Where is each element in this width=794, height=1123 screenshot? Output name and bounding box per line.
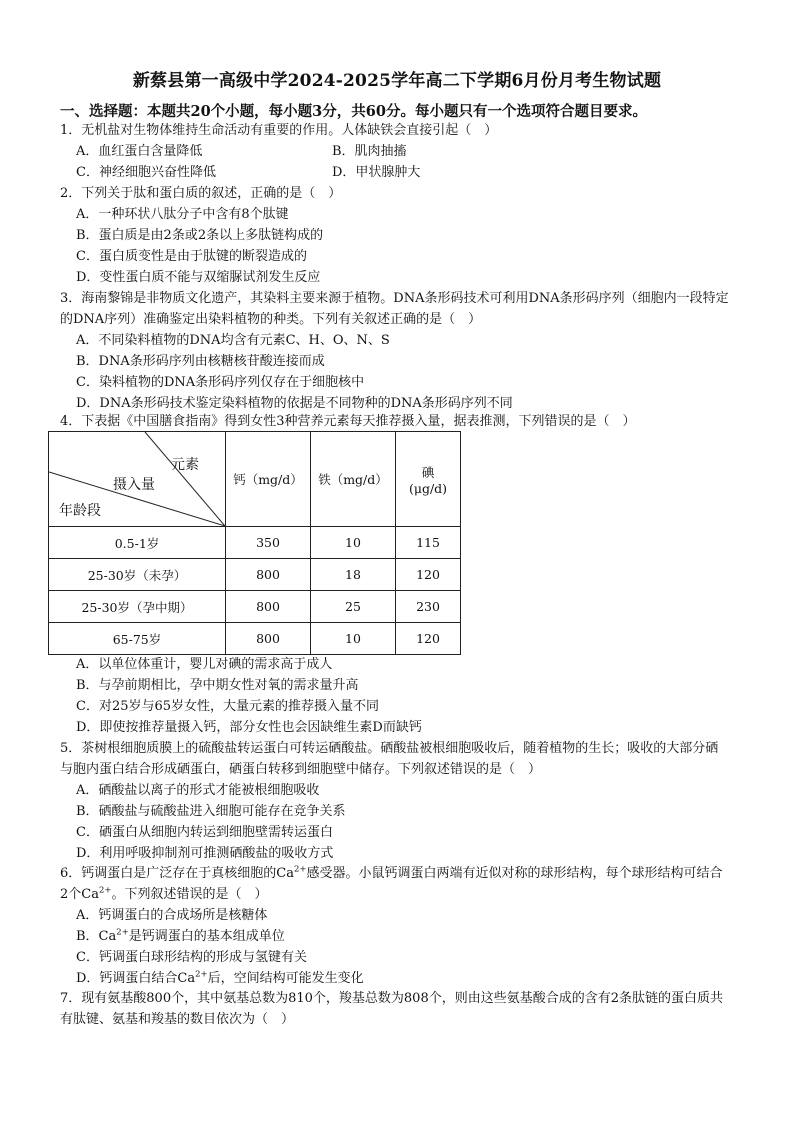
corner-label-element: 元素	[171, 457, 199, 473]
column-header-iodine	[396, 432, 461, 527]
cell-iodine: 230	[396, 591, 461, 623]
option-c[interactable]: C．染料植物的DNA条形码序列仅存在于细胞核中	[76, 375, 365, 390]
superscript: 2+	[293, 864, 307, 875]
question-stem: 4．下表据《中国膳食指南》得到女性3种营养元素每天推荐摄入量，据表推测，下列错误的是（ ）	[60, 414, 636, 429]
option-a[interactable]: A．不同染料植物的DNA均含有元素C、H、O、N、S	[76, 333, 390, 348]
option-a[interactable]: A．钙调蛋白的合成场所是核糖体	[76, 908, 268, 923]
cell-iodine: 120	[396, 623, 461, 655]
question-6	[60, 863, 730, 989]
column-header-calcium: 钙（mg/d）	[226, 432, 311, 527]
question-stem: 3．海南黎锦是非物质文化遗产，其染料主要来源于植物。DNA条形码技术可利用DNA条形码序列（细胞内一段特定的DNA序列）准确鉴定出染料植物的种类。下列有关叙述正确的是（ ）	[60, 291, 729, 327]
table-row	[49, 527, 461, 559]
option-c[interactable]: C．硒蛋白从细胞内转运到细胞壁需转运蛋白	[76, 825, 333, 840]
option-d[interactable]: D．利用呼吸抑制剂可推测硒酸盐的吸收方式	[76, 846, 334, 861]
question-2	[60, 183, 730, 288]
section-heading: 一、选择题：本题共20个小题，每小题3分，共60分。每小题只有一个选项符合题目要求。	[60, 103, 647, 120]
cell-age: 0.5-1岁	[49, 527, 226, 559]
column-header-iodine-line1: 碘	[421, 464, 435, 480]
superscript: 2+	[195, 969, 208, 980]
question-4-options	[60, 654, 730, 738]
option-c[interactable]: C．蛋白质变性是由于肽键的断裂造成的	[76, 249, 307, 264]
option-b[interactable]: B．肌肉抽搐	[332, 144, 407, 159]
table-row	[49, 591, 461, 623]
table-row	[49, 623, 461, 655]
table-corner-header	[49, 432, 226, 527]
option-c[interactable]: C．对25岁与65岁女性，大量元素的推荐摄入量不同	[76, 699, 380, 714]
superscript: 2+	[98, 885, 112, 896]
option-text: B．Ca	[76, 929, 117, 944]
corner-label-intake: 摄入量	[113, 477, 155, 493]
option-a[interactable]: A．一种环状八肽分子中含有8个肽键	[76, 207, 289, 222]
option-text: D．钙调蛋白结合Ca	[76, 971, 196, 986]
question-stem: 5．茶树根细胞质膜上的硫酸盐转运蛋白可转运硒酸盐。硒酸盐被根细胞吸收后，随着植物的生长；吸收的大部分硒与胞内蛋白结合形成硒蛋白，硒蛋白转移到细胞壁中储存。下列叙述错误的是（ ）	[60, 741, 719, 777]
cell-age: 25-30岁（未孕）	[49, 559, 226, 591]
option-b[interactable]	[60, 926, 730, 947]
cell-calcium: 800	[226, 559, 311, 591]
option-b[interactable]: B．硒酸盐与硫酸盐进入细胞可能存在竞争关系	[76, 804, 346, 819]
cell-iron: 25	[311, 591, 396, 623]
question-stem: 7．现有氨基酸800个，其中氨基总数为810个，羧基总数为808个，则由这些氨基酸合成的含有2条肽链的蛋白质共有肽键、氨基和羧基的数目依次为（ ）	[60, 991, 723, 1027]
cell-age: 65-75岁	[49, 623, 226, 655]
cell-iron: 18	[311, 559, 396, 591]
option-text: 是钙调蛋白的基本组成单位	[128, 929, 285, 944]
option-b[interactable]: B．DNA条形码序列由核糖核苷酸连接而成	[76, 354, 325, 369]
option-c[interactable]: C．神经细胞兴奋性降低	[76, 165, 216, 180]
question-stem: 1．无机盐对生物体维持生命活动有重要的作用。人体缺铁会直接引起（ ）	[60, 123, 498, 138]
option-a[interactable]: A．硒酸盐以离子的形式才能被根细胞吸收	[76, 783, 320, 798]
option-d[interactable]	[60, 968, 730, 989]
page-title: 新蔡县第一高级中学2024-2025学年高二下学期6月份月考生物试题	[132, 71, 662, 91]
question-5	[60, 738, 730, 864]
option-b[interactable]: B．蛋白质是由2条或2条以上多肽链构成的	[76, 228, 324, 243]
option-text: 后，空间结构可能发生变化	[207, 971, 364, 986]
question-7	[60, 988, 730, 1030]
option-c[interactable]: C．钙调蛋白球形结构的形成与氢键有关	[76, 950, 307, 965]
question-4	[60, 411, 730, 432]
question-1	[60, 120, 730, 183]
option-d[interactable]: D．甲状腺肿大	[332, 165, 421, 180]
option-a[interactable]: A．以单位体重计，婴儿对碘的需求高于成人	[76, 657, 333, 672]
option-b[interactable]: B．与孕前期相比，孕中期女性对氧的需求量升高	[76, 678, 359, 693]
column-header-iron: 铁（mg/d）	[311, 432, 396, 527]
option-a[interactable]: A．血红蛋白含量降低	[76, 144, 203, 159]
cell-age: 25-30岁（孕中期）	[49, 591, 226, 623]
option-d[interactable]: D．变性蛋白质不能与双缩脲试剂发生反应	[76, 270, 321, 285]
cell-calcium: 800	[226, 623, 311, 655]
stem-part: 6．钙调蛋白是广泛存在于真核细胞的Ca	[60, 866, 294, 881]
nutrient-table	[48, 431, 461, 655]
cell-iodine: 115	[396, 527, 461, 559]
corner-label-age: 年龄段	[59, 503, 101, 519]
cell-iron: 10	[311, 623, 396, 655]
cell-calcium: 350	[226, 527, 311, 559]
stem-part: 。下列叙述错误的是（ ）	[111, 887, 268, 902]
option-d[interactable]: D．DNA条形码技术鉴定染料植物的依据是不同物种的DNA条形码序列不同	[76, 396, 513, 411]
stem-part: 感受器。小鼠钙调蛋白两端有近似对称的球形结构，每个球形结构可结合2个Ca	[60, 866, 723, 902]
cell-calcium: 800	[226, 591, 311, 623]
cell-iron: 10	[311, 527, 396, 559]
cell-iodine: 120	[396, 559, 461, 591]
question-3	[60, 288, 730, 414]
superscript: 2+	[116, 927, 129, 938]
table-row	[49, 559, 461, 591]
option-d[interactable]: D．即使按推荐量摄入钙，部分女性也会因缺维生素D而缺钙	[76, 720, 422, 735]
column-header-iodine-line2: (μg/d)	[408, 480, 448, 496]
question-stem	[60, 863, 730, 905]
question-stem: 2．下列关于肽和蛋白质的叙述，正确的是（ ）	[60, 186, 342, 201]
